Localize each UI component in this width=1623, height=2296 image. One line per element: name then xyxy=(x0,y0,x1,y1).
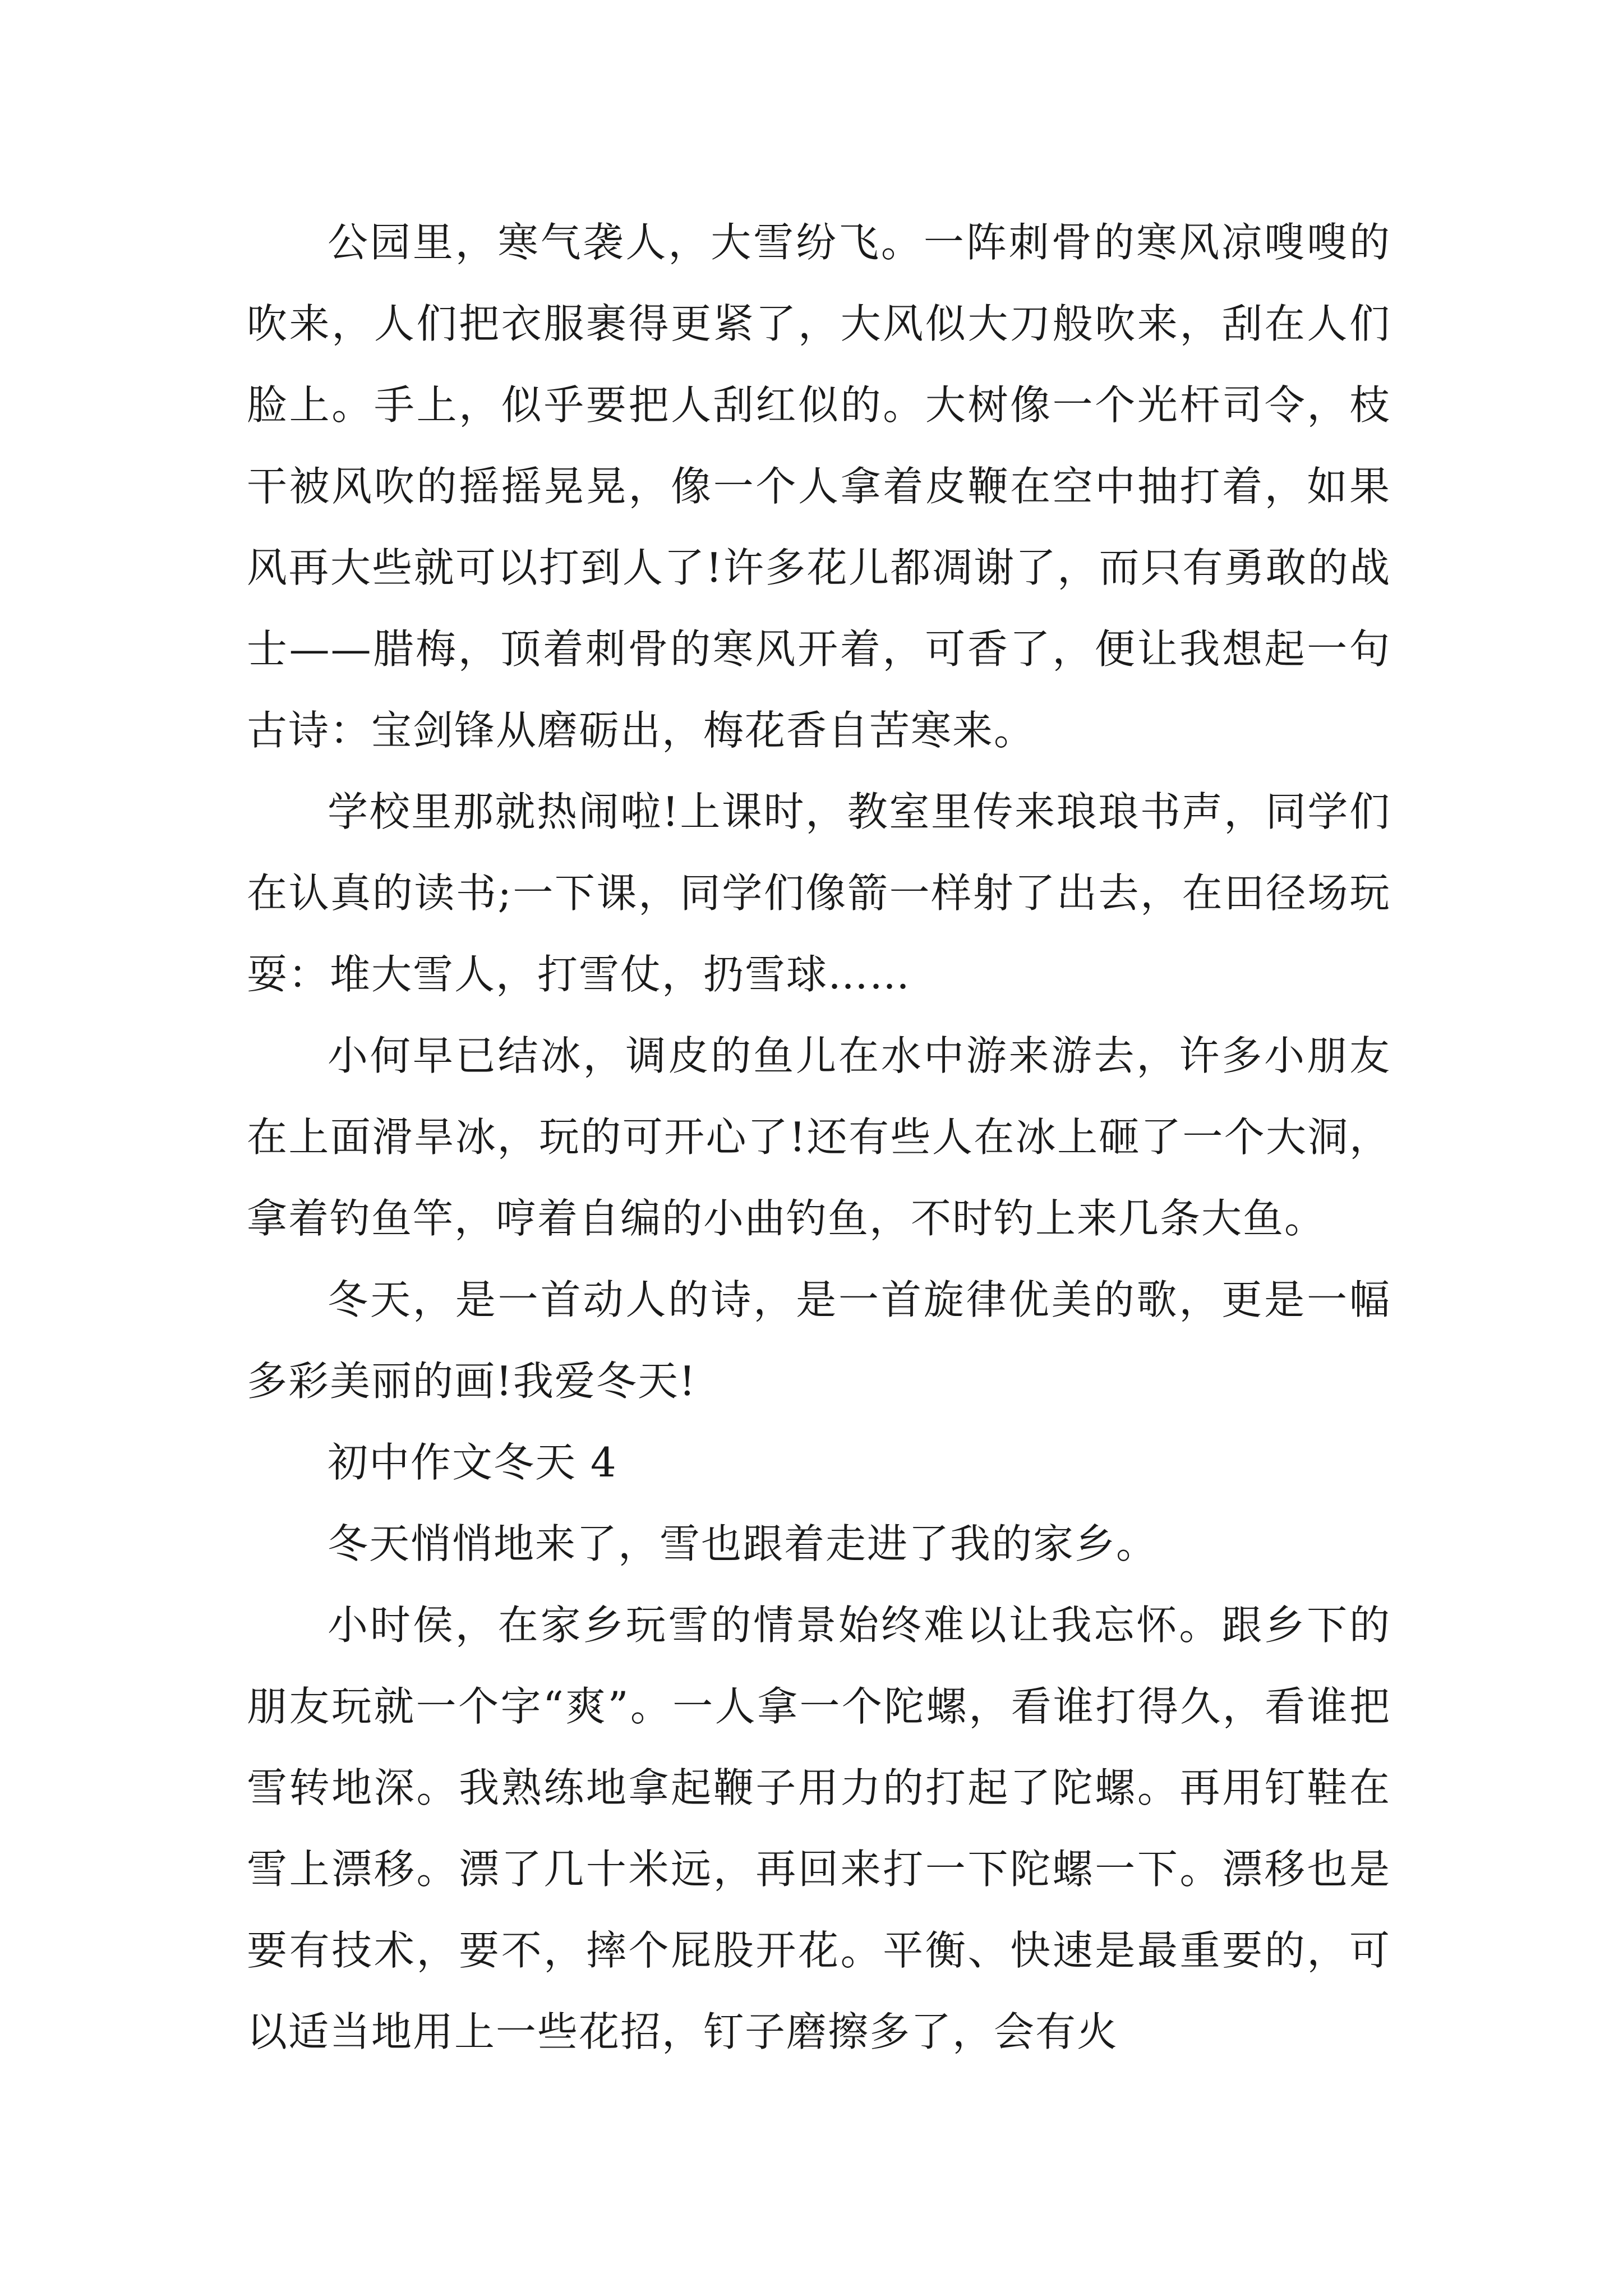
essay-heading: 初中作文冬天 4 xyxy=(328,1439,617,1486)
paragraph-school: 学校里那就热闹啦!上课时，教室里传来琅琅书声，同学们在认真的读书;一下课，同学们像箭一样射了出去，在田径场玩耍：堆大雪人，打雪仗，扔雪球…… xyxy=(247,788,1391,998)
paragraph-river: 小何早已结冰，调皮的鱼儿在水中游来游去，许多小朋友在上面滑旱冰，玩的可开心了!还有些人在冰上砸了一个大洞，拿着钓鱼竿，哼着自编的小曲钓鱼，不时钓上来几条大鱼。 xyxy=(247,1032,1391,1242)
paragraph-intro: 冬天悄悄地来了，雪也跟着走进了我的家乡。 xyxy=(328,1520,1158,1567)
paragraph-park: 公园里，寒气袭人，大雪纷飞。一阵刺骨的寒风凉嗖嗖的吹来，人们把衣服裹得更紧了，大风似大刀般吹来，刮在人们脸上。手上，似乎要把人刮红似的。大树像一个光杆司令，枝干被风吹的摇摇晃晃，像一个人拿着皮鞭在空中抽打着，如果风再大些就可以打到人了!许多花儿都凋谢了，而只有勇敢的战士——腊梅，顶着刺骨的寒风开着，可香了，便让我想起一句古诗：宝剑锋从磨砺出，梅花香自苦寒来。 xyxy=(247,219,1391,754)
paragraph-conclusion: 冬天，是一首动人的诗，是一首旋律优美的歌，更是一幅多彩美丽的画!我爱冬天! xyxy=(247,1276,1391,1405)
paragraph-childhood: 小时侯，在家乡玩雪的情景始终难以让我忘怀。跟乡下的朋友玩就一个字“爽”。一人拿一个陀螺，看谁打得久，看谁把雪转地深。我熟练地拿起鞭子用力的打起了陀螺。再用钉鞋在雪上漂移。漂了几十米远，再回来打一下陀螺一下。漂移也是要有技术，要不，摔个屁股开花。平衡、快速是最重要的，可以适当地用上一些花招，钉子磨擦多了，会有火 xyxy=(247,1602,1391,2055)
document-body xyxy=(247,202,1391,2073)
